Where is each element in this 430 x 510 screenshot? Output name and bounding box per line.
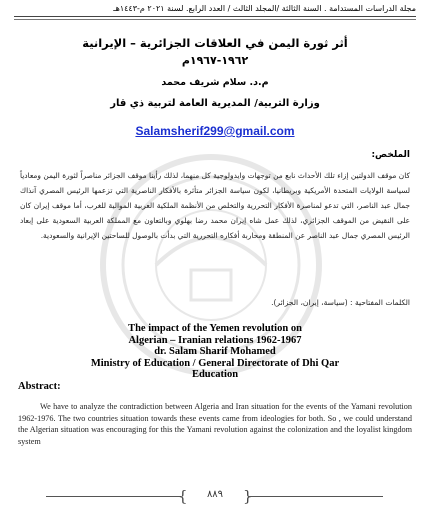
footer-rule-left <box>46 496 181 497</box>
arabic-years: ١٩٦٢-١٩٦٧م <box>181 54 249 67</box>
journal-header: مجلة الدراسات المستدامة . السنة الثالثة /المجلد الثالث / العدد الرابع. لسنة ٢٠٢١ م-١٤٤٣هـ <box>113 4 416 13</box>
header-rule <box>14 16 416 17</box>
english-affiliation-line2: Education <box>191 369 239 380</box>
footer-bracket-right-icon: } <box>243 487 253 505</box>
arabic-title: أثر ثورة اليمن في العلاقات الجزائرية – الإيرانية <box>82 36 348 50</box>
arabic-keywords: الكلمات المفتاحية : (سياسة، إيران، الجزائر). <box>271 298 410 307</box>
arabic-affiliation: وزارة التربية/ المديرية العامة لتربية ذي قار <box>110 98 320 109</box>
english-affiliation-line1: Ministry of Education / General Directorate of Dhi Qar <box>90 357 340 369</box>
footer-bracket-left-icon: { <box>178 487 188 505</box>
abstract-heading: Abstract: <box>18 381 61 392</box>
english-title-line1: The impact of the Yemen revolution on <box>128 323 302 334</box>
page-number: ٨٨٩ <box>206 489 224 500</box>
footer-rule-right <box>248 496 383 497</box>
summary-heading: الملخص: <box>371 150 410 160</box>
arabic-author: م.د. سلام شريف محمد <box>161 77 269 88</box>
arabic-summary <box>20 168 410 243</box>
author-email-link[interactable]: Salamsherif299@gmail.com <box>135 124 295 138</box>
english-title-line2: Algerian – Iranian relations 1962-1967 <box>128 334 302 346</box>
english-title-block <box>30 323 400 381</box>
english-author: dr. Salam Sharif Mohamed <box>154 346 276 357</box>
arabic-summary-text: كان موقف الدولتين إزاء تلك الأحداث نابع من توجهات وايدولوجية كل منهما، لذلك رأينا موقف الجزائر مناصراً لثورة اليمن ومعادياً لسياسة الولايات المتحدة الأمريكية وبريطانيا، لكون سياسة الجزائر متأثرة بالأفكار الناصرية التي تزعمها الرئيس المصري آنذاك جمال عبد الناصر، التي تدعو لمناصرة الأفكار التحررية والتخلص من الأنظمة الملكية العربية الموالية للغرب، أما موقف إيران كان على النقيض من الموقف الجزائري، لذلك عمل شاه إيران محمد رضا بهلوي وبالتعاون مع المملكة العربية السعودية على إبعاد الرئيس المصري جمال عبد الناصر عن المنطقة ومحاربة أفكاره التحررية التي بدأت بالوصول للساحتين الإيرانية والسعودية. <box>20 171 410 240</box>
header-rule-thin <box>14 19 416 20</box>
abstract-text: We have to analyze the contradiction between Algeria and Iran situation for the events of the Yamani revolution 1962-1976. The two countries situation towards these events came from ideologies for both. So , we could understand the Algerian situation was encouraging for this the Yamani revolution against the colonization and the loyalist kingdom system <box>18 402 412 446</box>
abstract-body <box>18 401 412 447</box>
